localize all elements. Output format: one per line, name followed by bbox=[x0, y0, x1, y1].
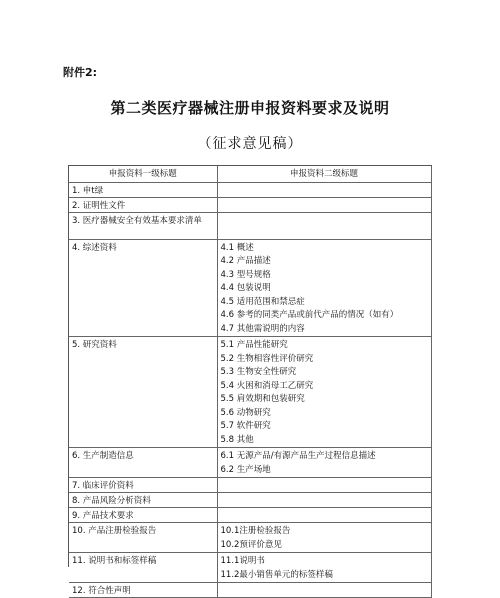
secondary-item: 4.1 概述 bbox=[220, 242, 254, 253]
requirements-table bbox=[69, 166, 432, 598]
table-header-row bbox=[69, 166, 431, 182]
secondary-title-cell bbox=[217, 553, 431, 583]
primary-title-cell bbox=[69, 212, 217, 239]
secondary-item: 11.1说明书 bbox=[220, 556, 265, 566]
secondary-title-cell bbox=[217, 448, 431, 478]
secondary-item: 10.1注册检验报告 bbox=[220, 526, 291, 536]
secondary-item: 4.5 适用范围和禁忌症 bbox=[220, 296, 305, 307]
secondary-title-cell bbox=[217, 508, 431, 523]
primary-title-cell: 10. 产品注册检验报告 bbox=[69, 523, 217, 553]
secondary-item: 5.8 其他 bbox=[220, 434, 254, 445]
primary-title-cell: 8. 产品风险分析资料 bbox=[69, 493, 217, 508]
table-row bbox=[69, 523, 431, 553]
secondary-item: 4.3 型号规格 bbox=[220, 269, 271, 280]
secondary-item: 4.7 其他需说明的内容 bbox=[220, 323, 305, 334]
table-row bbox=[69, 478, 431, 493]
primary-title-text: 3. 医疗器械安全有效基本要求清单 bbox=[72, 215, 202, 226]
primary-title-cell: 6. 生产制造信息 bbox=[69, 448, 217, 478]
secondary-item: 5.5 肩效期和包装研究 bbox=[220, 394, 305, 404]
secondary-title-cell bbox=[217, 212, 431, 239]
table-row bbox=[69, 553, 431, 583]
document-title: 第二类医疗器械注册申报资料要求及说明 bbox=[110, 99, 390, 117]
header-primary-title: 申报资料一级标题 bbox=[69, 166, 217, 182]
secondary-item: 4.4 包装说明 bbox=[220, 283, 271, 293]
table-row bbox=[69, 182, 431, 197]
secondary-title-cell bbox=[217, 337, 431, 448]
table-row bbox=[69, 239, 431, 337]
primary-title-cell: 9. 产品技术要求 bbox=[69, 508, 217, 523]
requirements-table-container bbox=[68, 165, 432, 596]
secondary-item: 4.2 产品描述 bbox=[220, 256, 271, 266]
document-subtitle: （征求意见稿） bbox=[197, 136, 303, 152]
table-row bbox=[69, 448, 431, 478]
primary-title-cell: 12. 符合性声明 bbox=[69, 583, 217, 598]
secondary-title-cell bbox=[217, 182, 431, 197]
table-row bbox=[69, 583, 431, 598]
secondary-title-cell bbox=[217, 523, 431, 553]
secondary-item: 11.2最小销售单元的标签样稿 bbox=[220, 569, 333, 580]
secondary-title-cell bbox=[217, 478, 431, 493]
table-row bbox=[69, 197, 431, 212]
primary-title-cell: 2. 证明性文件 bbox=[69, 197, 217, 212]
secondary-title-cell bbox=[217, 239, 431, 337]
table-row bbox=[69, 508, 431, 523]
table-row bbox=[69, 493, 431, 508]
primary-title-cell: 1. 申t绿 bbox=[69, 182, 217, 197]
secondary-item: 5.3 生物安全性研究 bbox=[220, 367, 297, 377]
table-row bbox=[69, 337, 431, 448]
secondary-item: 6.1 无源产品/有源产品生产过程信息描述 bbox=[220, 451, 376, 461]
secondary-title-cell bbox=[217, 583, 431, 598]
secondary-item: 5.1 产品性能研究 bbox=[220, 340, 288, 350]
primary-title-cell: 7. 临床评价资料 bbox=[69, 478, 217, 493]
primary-title-cell: 4. 综述资料 bbox=[69, 239, 217, 337]
table-row bbox=[69, 212, 431, 239]
primary-title-cell: 11. 说明书和标签样稿 bbox=[69, 553, 217, 583]
secondary-item: 5.7 软件研究 bbox=[220, 421, 271, 431]
secondary-item: 4.6 参考的同类产品或前代产品的情况（如有） bbox=[220, 310, 399, 320]
header-secondary-title: 申报资料二级标题 bbox=[217, 166, 431, 182]
secondary-item: 5.4 火困和消母工乙研究 bbox=[220, 380, 314, 391]
secondary-item: 6.2 生产场地 bbox=[220, 464, 271, 475]
secondary-item: 5.6 动物研究 bbox=[220, 407, 271, 418]
secondary-item: 10.2预评价意见 bbox=[220, 539, 282, 550]
secondary-title-cell bbox=[217, 197, 431, 212]
secondary-title-cell bbox=[217, 493, 431, 508]
attachment-label: 附件2: bbox=[63, 66, 98, 79]
secondary-item: 5.2 生物相容性评价研究 bbox=[220, 353, 314, 364]
primary-title-cell: 5. 研究资料 bbox=[69, 337, 217, 448]
